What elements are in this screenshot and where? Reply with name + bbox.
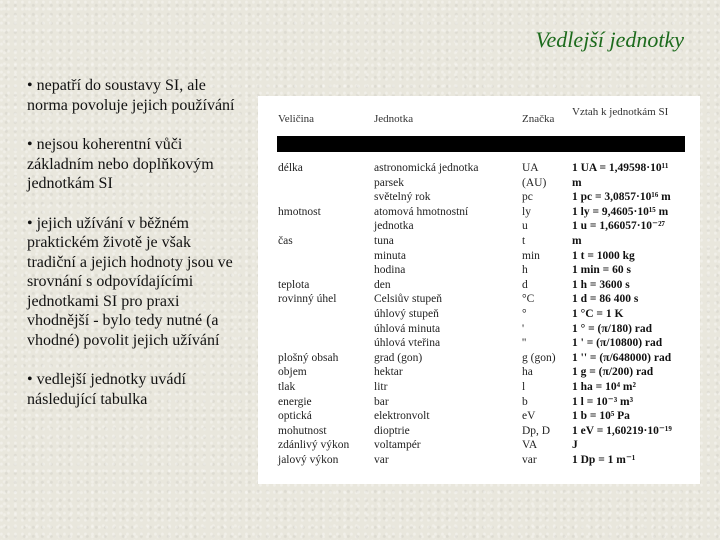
symbol-cell: min [522, 249, 540, 262]
symbol-cell: b [522, 395, 528, 408]
symbol-cell: ha [522, 366, 533, 379]
relation-cell: 1 min = 60 s [572, 264, 631, 277]
unit-cell: Celsiův stupeň [374, 293, 443, 306]
unit-cell: jednotka [374, 220, 414, 233]
quantity-cell: délka [278, 162, 303, 174]
quantity-cell: energie [278, 395, 312, 408]
quantity-cell: zdánlivý výkon [278, 439, 350, 452]
quantity-cell: jalový výkon [278, 453, 339, 466]
relation-cell: 1 Dp = 1 m⁻¹ [572, 453, 636, 466]
relation-cell: 1 eV = 1,60219·10⁻¹⁹ [572, 424, 672, 437]
bullet-not-coherent: • nejsou koherentní vůči základním nebo doplňkovým jednotkám SI [27, 136, 214, 192]
unit-cell: hodina [374, 264, 406, 277]
quantity-cell: rovinný úhel [278, 293, 337, 306]
unit-cell: parsek [374, 176, 405, 189]
header-divider-bar [277, 136, 685, 152]
header-relation: Vztah k jednotkám SI [572, 106, 669, 118]
quantity-cell [278, 249, 349, 264]
symbol-cell: ly [522, 205, 531, 218]
header-symbol: Značka [522, 113, 555, 125]
unit-cell: den [374, 278, 391, 291]
symbol-cell: u [522, 220, 528, 233]
unit-cell: voltampér [374, 439, 421, 452]
relation-cell: 1 h = 3600 s [572, 278, 630, 291]
bullet-table-intro: • vedlejší jednotky uvádí následující tabulka [27, 371, 186, 408]
unit-cell: minuta [374, 249, 406, 262]
bullet-not-si: • nepatří do soustavy SI, ale norma povoluje jejich používání [27, 77, 235, 114]
quantity-cell [278, 176, 349, 191]
bullet-practical-use: • jejich užívání v běžném praktickém životě je však tradiční a jejich hodnoty jsou ve srovnání s odpovídajícími jednotkami SI pro praxi vhodnější - bylo tedy nutné (a vhodné) povolit jejich užívání [27, 214, 233, 349]
unit-cell: bar [374, 395, 389, 408]
quantity-cell [278, 307, 349, 322]
quantity-cell: objem [278, 366, 307, 379]
bullet-list [27, 76, 239, 429]
quantity-cell [278, 263, 349, 278]
symbol-cell: VA [522, 439, 538, 452]
quantity-cell: teplota [278, 278, 310, 291]
relation-cell: m [572, 234, 582, 247]
unit-cell: astronomická jednotka [374, 162, 479, 174]
symbol-cell: l [522, 380, 526, 393]
units-table [258, 96, 700, 484]
symbol-cell: ' [522, 322, 525, 335]
symbol-cell: ° [522, 307, 527, 320]
symbol-cell: °C [522, 293, 535, 306]
relation-cell: 1 ' = (π/10800) rad [572, 337, 663, 350]
unit-column [374, 161, 478, 467]
quantity-cell [278, 322, 349, 337]
unit-cell: tuna [374, 234, 394, 247]
slide-title: Vedlejší jednotky [535, 27, 684, 52]
relation-column [572, 161, 672, 467]
symbol-column [522, 161, 556, 467]
quantity-cell: hmotnost [278, 205, 321, 218]
unit-cell: dioptrie [374, 424, 410, 437]
relation-cell: 1 l = 10⁻³ m³ [572, 395, 634, 408]
quantity-cell: čas [278, 234, 293, 247]
quantity-cell: tlak [278, 380, 296, 393]
unit-cell: atomová hmotnostní [374, 205, 469, 218]
unit-cell: úhlový stupeň [374, 307, 439, 320]
symbol-cell: t [522, 234, 526, 247]
relation-cell: 1 d = 86 400 s [572, 293, 639, 306]
relation-cell: 1 pc = 3,0857·10¹⁶ m [572, 191, 671, 204]
relation-cell: 1 °C = 1 K [572, 307, 624, 320]
relation-cell: 1 ha = 10⁴ m² [572, 380, 636, 393]
unit-cell: světelný rok [374, 191, 431, 204]
relation-cell: 1 b = 10⁵ Pa [572, 410, 630, 423]
symbol-cell: '' [522, 337, 527, 350]
unit-cell: var [374, 453, 389, 466]
unit-cell: úhlová minuta [374, 322, 441, 335]
symbol-cell: var [522, 453, 537, 466]
symbol-cell: (AU) [522, 176, 547, 189]
quantity-cell: optická [278, 410, 312, 423]
relation-cell: 1 '' = (π/648000) rad [572, 351, 672, 364]
quantity-cell [278, 190, 349, 205]
symbol-cell: UA [522, 162, 539, 174]
symbol-cell: h [522, 264, 528, 277]
relation-cell: J [572, 439, 578, 452]
relation-cell: 1 UA = 1,49598·10¹¹ [572, 162, 669, 174]
relation-cell: 1 g = (π/200) rad [572, 366, 654, 379]
symbol-cell: pc [522, 191, 533, 204]
symbol-cell: Dp, D [522, 424, 551, 437]
unit-cell: úhlová vteřina [374, 337, 441, 350]
unit-cell: grad (gon) [374, 351, 423, 364]
quantity-cell: mohutnost [278, 424, 327, 437]
unit-cell: litr [374, 380, 388, 393]
unit-cell: hektar [374, 366, 403, 379]
header-unit: Jednotka [374, 113, 414, 125]
relation-cell: m [572, 176, 582, 189]
unit-cell: elektronvolt [374, 410, 430, 423]
quantity-column [278, 161, 349, 467]
relation-cell: 1 ° = (π/180) rad [572, 322, 653, 335]
relation-cell: 1 ly = 9,4605·10¹⁵ m [572, 205, 669, 218]
relation-cell: 1 u = 1,66057·10⁻²⁷ [572, 220, 665, 233]
quantity-cell: plošný obsah [278, 351, 339, 364]
relation-cell: 1 t = 1000 kg [572, 249, 635, 262]
header-quantity: Veličina [278, 113, 315, 125]
quantity-cell [278, 219, 349, 234]
symbol-cell: g (gon) [522, 351, 556, 364]
symbol-cell: d [522, 278, 528, 291]
quantity-cell [278, 336, 349, 351]
symbol-cell: eV [522, 410, 536, 423]
